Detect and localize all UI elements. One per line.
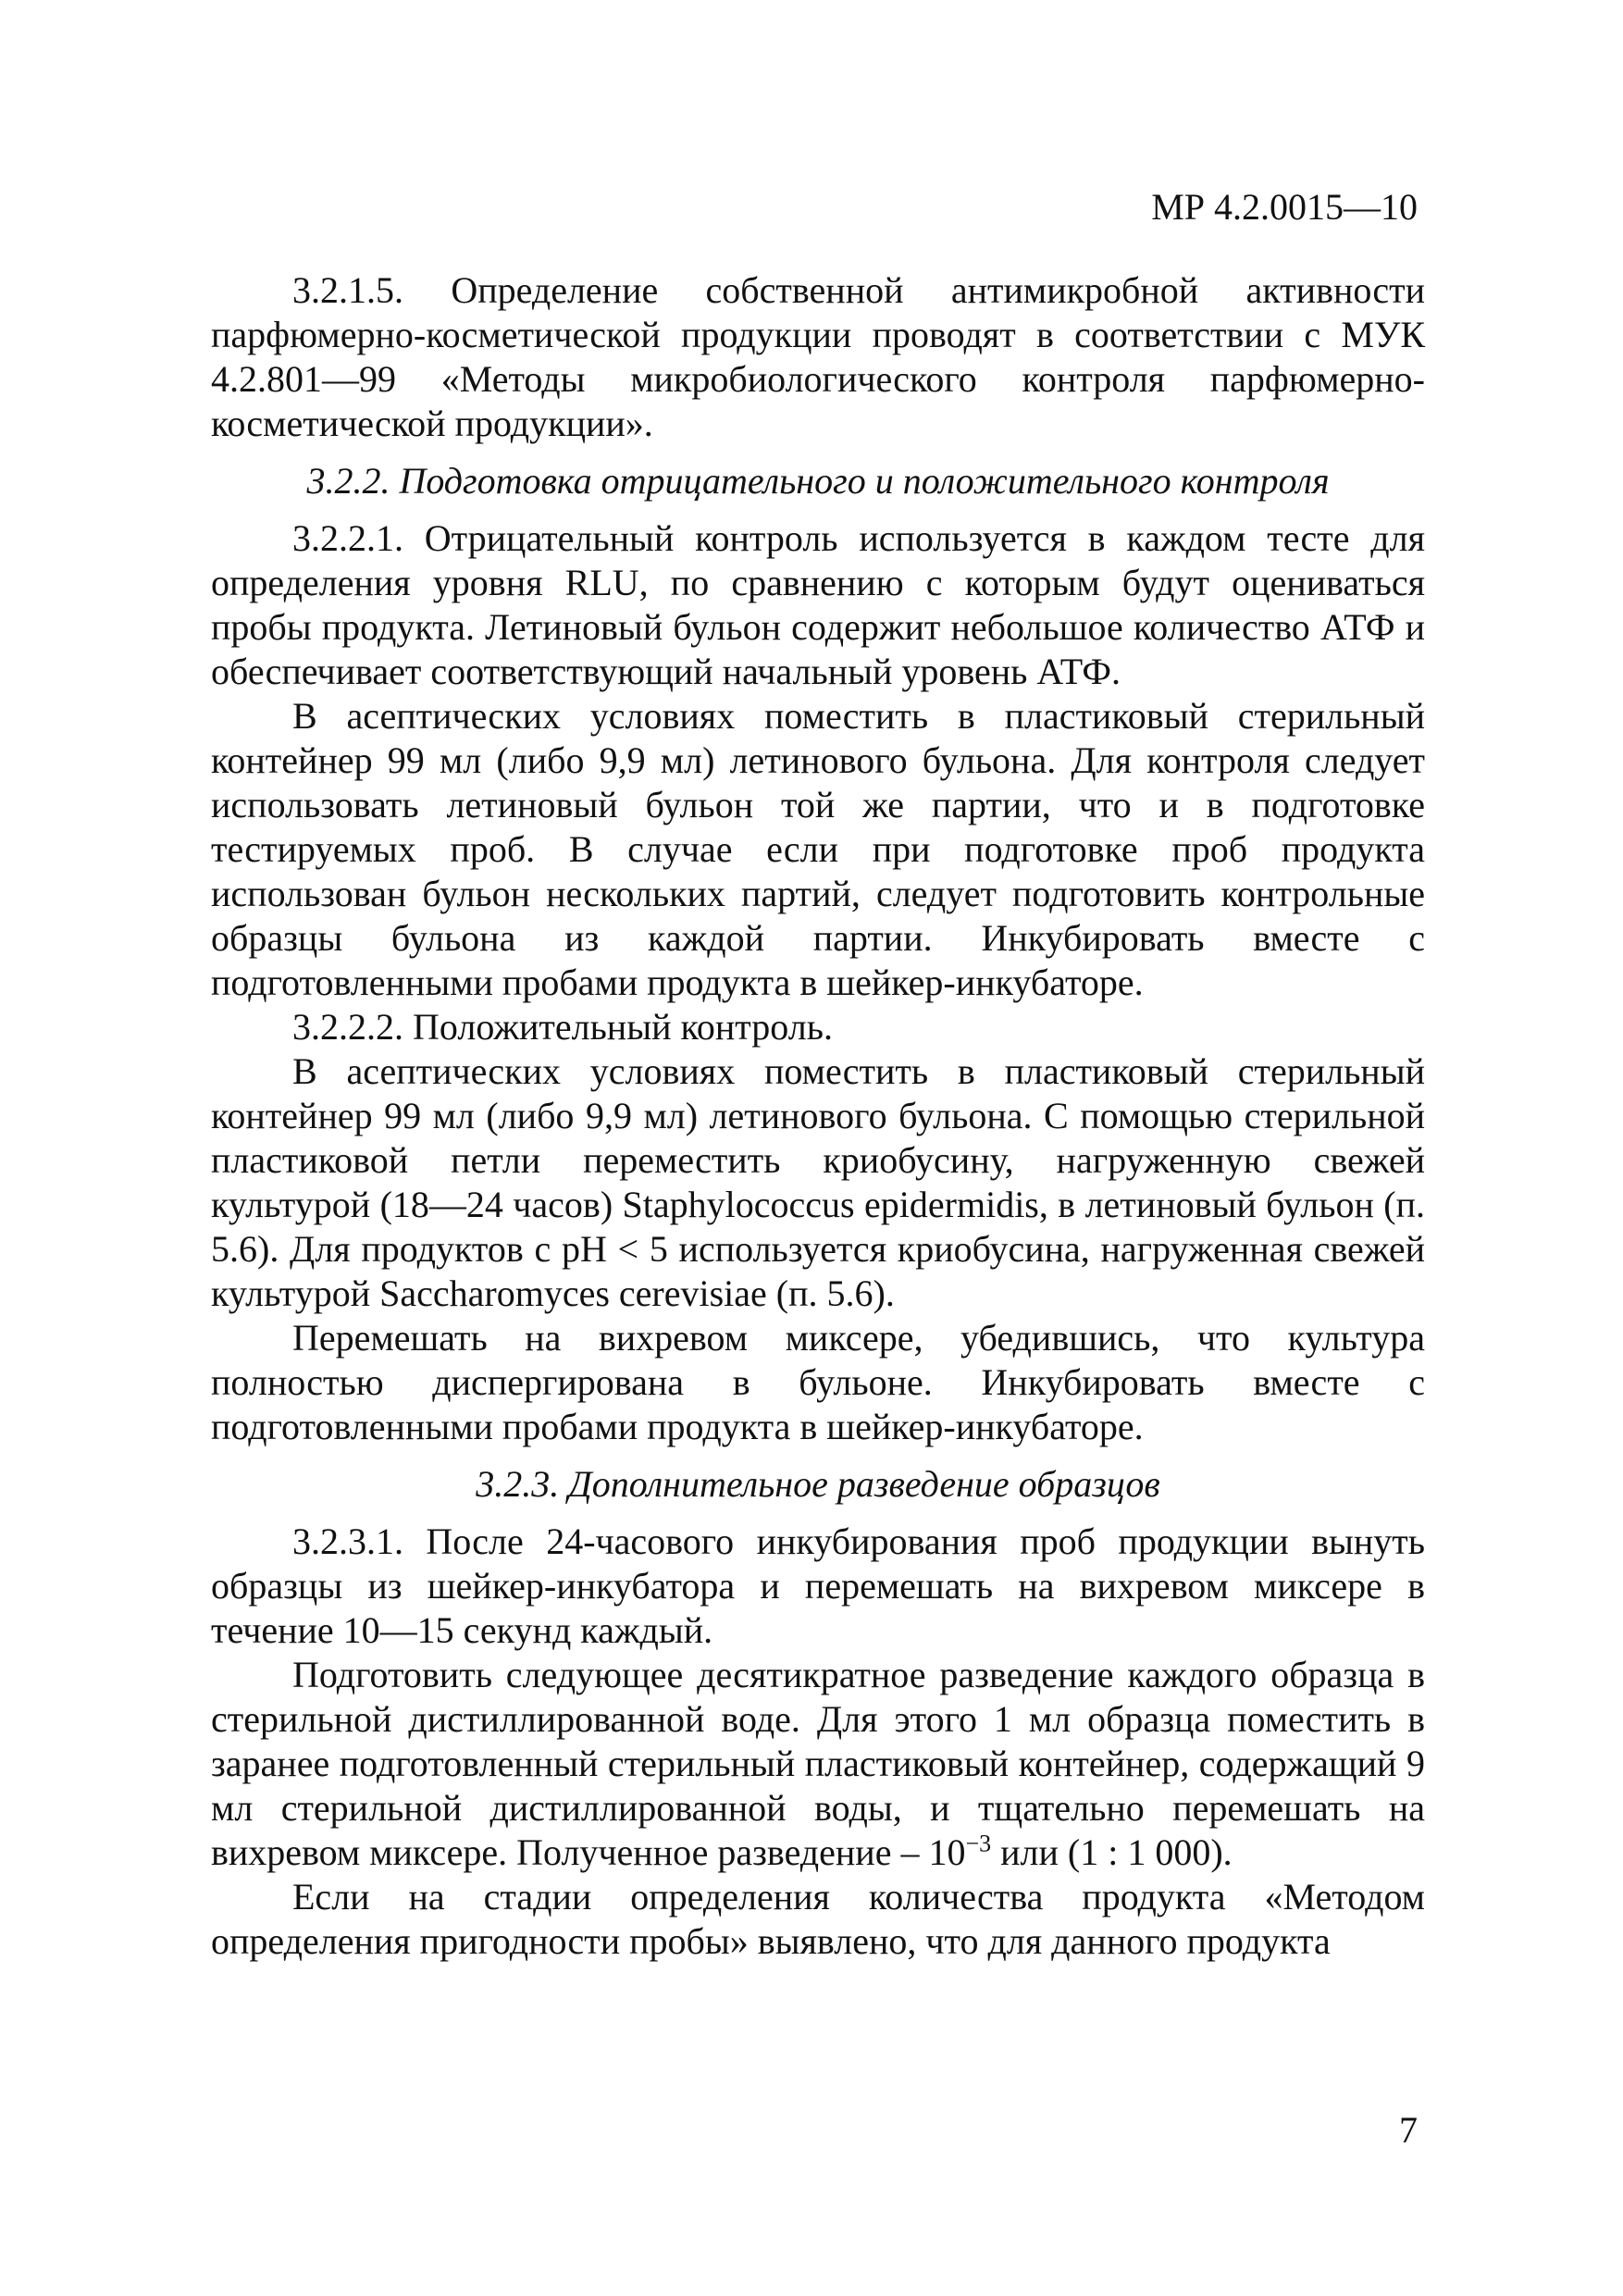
paragraph-positive-control-procedure: В асептических условиях поместить в пластиковый стерильный контейнер 99 мл (либо 9,9 мл) летинового бульона. С помощью стерильной пластиковой петли переместить криобусину, нагруженную свежей культурой (18—24 часов) Staphylococcus epidermidis, в летиновый бульон (п. 5.6). Для продуктов с pH < 5 используется криобусина, нагруженная свежей культурой Saccharomyces cerevisiae (п. 5.6). [211,1050,1425,1314]
page-number: 7 [1399,2109,1418,2151]
dilution-text-end: или (1 : 1 000). [991,1831,1233,1873]
paragraph-3-2-1-5: 3.2.1.5. Определение собственной антимикробной активности парфюмерно-косметической продукции проводят в соответствии с МУК 4.2.801—99 «Методы микробиологического контроля парфюмерно-косметической продукции». [211,269,1425,444]
section-heading-3-2-3: 3.2.3. Дополнительное разведение образцов [476,1463,1160,1505]
paragraph-negative-control-procedure: В асептических условиях поместить в пластиковый стерильный контейнер 99 мл (либо 9,9 мл) летинового бульона. Для контроля следует использовать летиновый бульон той же партии, что и в подготовке тестируемых проб. В случае если при подготовке проб продукта использован бульон нескольких партий, следует подготовить контрольные образцы бульона из каждой партии. Инкубировать вместе с подготовленными пробами продукта в шейкер-инкубаторе. [211,695,1425,1003]
document-code: МР 4.2.0015—10 [1151,186,1418,228]
paragraph-3-2-2-1: 3.2.2.1. Отрицательный контроль используется в каждом тесте для определения уровня RLU, по сравнению с которым будут оцениваться пробы продукта. Летиновый бульон содержит небольшое количество АТФ и обеспечивает соответствующий начальный уровень АТФ. [211,517,1425,692]
paragraph-dilution-procedure [211,1653,1425,1875]
dilution-exponent: −3 [965,1830,992,1857]
paragraph-suitability-method: Если на стадии определения количества продукта «Методом определения пригодности пробы» выявлено, что для данного продукта [211,1876,1425,1962]
paragraph-3-2-2-2: 3.2.2.2. Положительный контроль. [292,1006,833,1048]
body-text [211,268,1425,1964]
dilution-text-start: Подготовить следующее десятикратное разведение каждого образца в стерильной дистиллированной воде. Для этого 1 мл образца поместить в заранее подготовленный стерильный пластиковый контейнер, содержащий 9 мл стерильной дистиллированной воды, и тщательно перемешать на вихревом миксере. Полученное разведение – 10 [211,1654,1425,1873]
paragraph-positive-control-mixing: Перемешать на вихревом миксере, убедившись, что культура полностью диспергирована в бульоне. Инкубировать вместе с подготовленными пробами продукта в шейкер-инкубаторе. [211,1317,1425,1447]
paragraph-3-2-3-1: 3.2.3.1. После 24-часового инкубирования проб продукции вынуть образцы из шейкер-инкубатора и перемешать на вихревом миксере в течение 10—15 секунд каждый. [211,1520,1425,1651]
section-heading-3-2-2: 3.2.2. Подготовка отрицательного и положительного контроля [306,460,1330,502]
